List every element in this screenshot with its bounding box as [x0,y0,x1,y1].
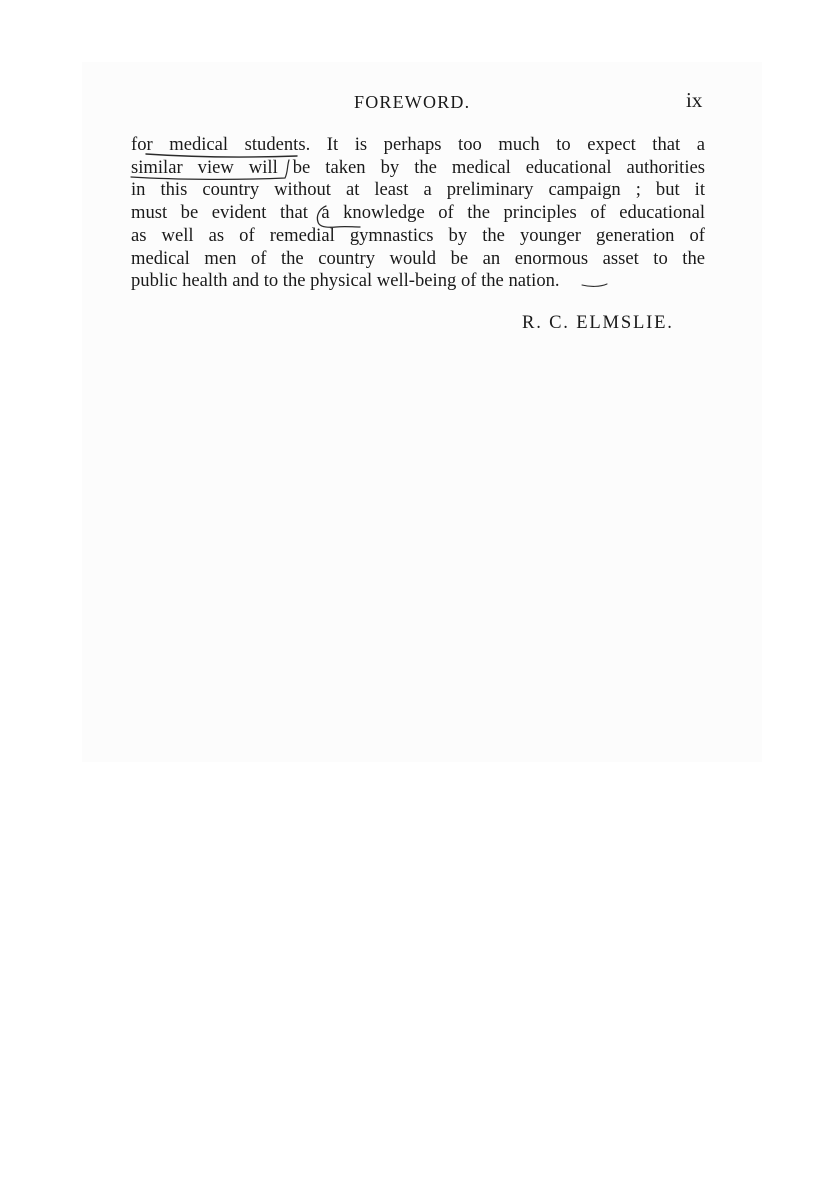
underline-similar-view-will-be [131,160,289,179]
text-line: public health and to the physical well-being of the nation. [131,270,560,292]
mark-nation [582,284,607,286]
author-signature: R. C. ELMSLIE. [522,312,674,333]
text-line: must be evident that a knowledge of the principles of educational [131,202,705,224]
text-line: in this country without at least a preliminary campaign ; but it [131,179,705,201]
page-title: FOREWORD. [354,92,471,112]
text-line: medical men of the country would be an enormous asset to the [131,247,705,269]
text-line: for medical students. It is perhaps too much to expect that a [131,134,705,155]
bracket-a-knowledge [317,206,360,227]
page-number: ix [686,88,703,112]
text-line: similar view will be taken by the medical educational authorities [131,156,705,178]
text-line: as well as of remedial gymnastics by the younger generation of [131,224,705,246]
underline-medical-students [146,154,297,157]
